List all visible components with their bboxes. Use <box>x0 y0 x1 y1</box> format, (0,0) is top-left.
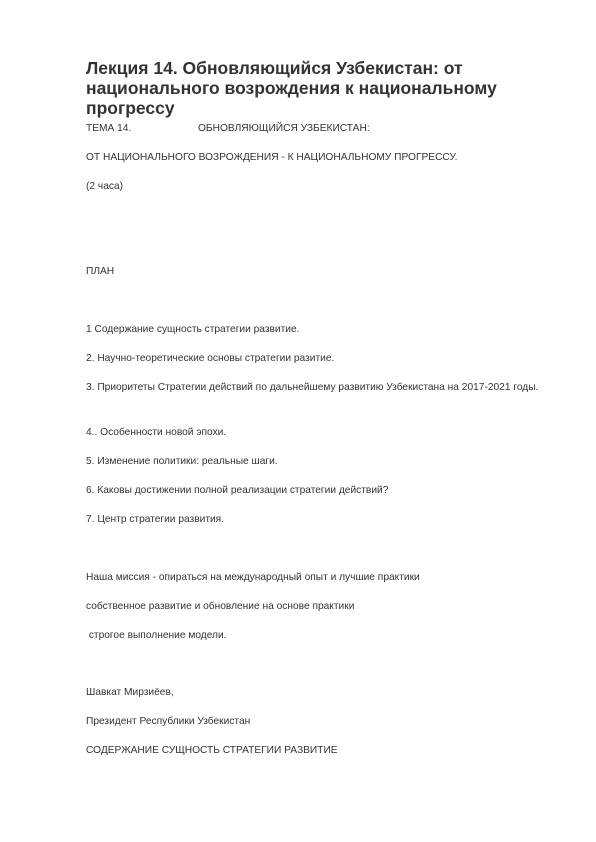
quote-line: Наша миссия - опираться на международный опыт и лучшие практики <box>86 572 420 583</box>
topic-text: ОБНОВЛЯЮЩИЙСЯ УЗБЕКИСТАН: <box>198 123 370 134</box>
plan-item: 1 Содержание сущность стратегии развитие. <box>86 324 300 335</box>
plan-item: 7. Центр стратегии развития. <box>86 514 225 525</box>
quote-line: строгое выполнение модели. <box>86 630 227 641</box>
topic-line <box>86 122 370 136</box>
plan-item: 6. Каковы достижении полной реализации стратегии действий? <box>86 485 389 496</box>
quote-line: собственное развитие и обновление на основе практики <box>86 601 355 612</box>
lecture-title: Лекция 14. Обновляющийся Узбекистан: от национального возрождения к национальному прогрессу <box>86 58 497 118</box>
plan-heading: ПЛАН <box>86 266 115 277</box>
hours: (2 часа) <box>86 181 124 192</box>
plan-item: 3. Приоритеты Стратегии действий по дальнейшему развитию Узбекистана на 2017-2021 годы. <box>86 382 539 393</box>
subtitle: ОТ НАЦИОНАЛЬНОГО ВОЗРОЖДЕНИЯ - К НАЦИОНАЛЬНОМУ ПРОГРЕССУ. <box>86 152 458 163</box>
plan-item: 2. Научно-теоретические основы стратегии разитие. <box>86 353 335 364</box>
topic-label: ТЕМА 14. <box>86 123 132 134</box>
quote-author-title: Президент Республики Узбекистан <box>86 716 251 727</box>
quote-author: Шавкат Мирзиёев, <box>86 687 174 698</box>
plan-item: 4.. Особенности новой эпохи. <box>86 427 227 438</box>
plan-item: 5. Изменение политики: реальные шаги. <box>86 456 278 467</box>
section-heading: СОДЕРЖАНИЕ СУЩНОСТЬ СТРАТЕГИИ РАЗВИТИЕ <box>86 745 338 756</box>
